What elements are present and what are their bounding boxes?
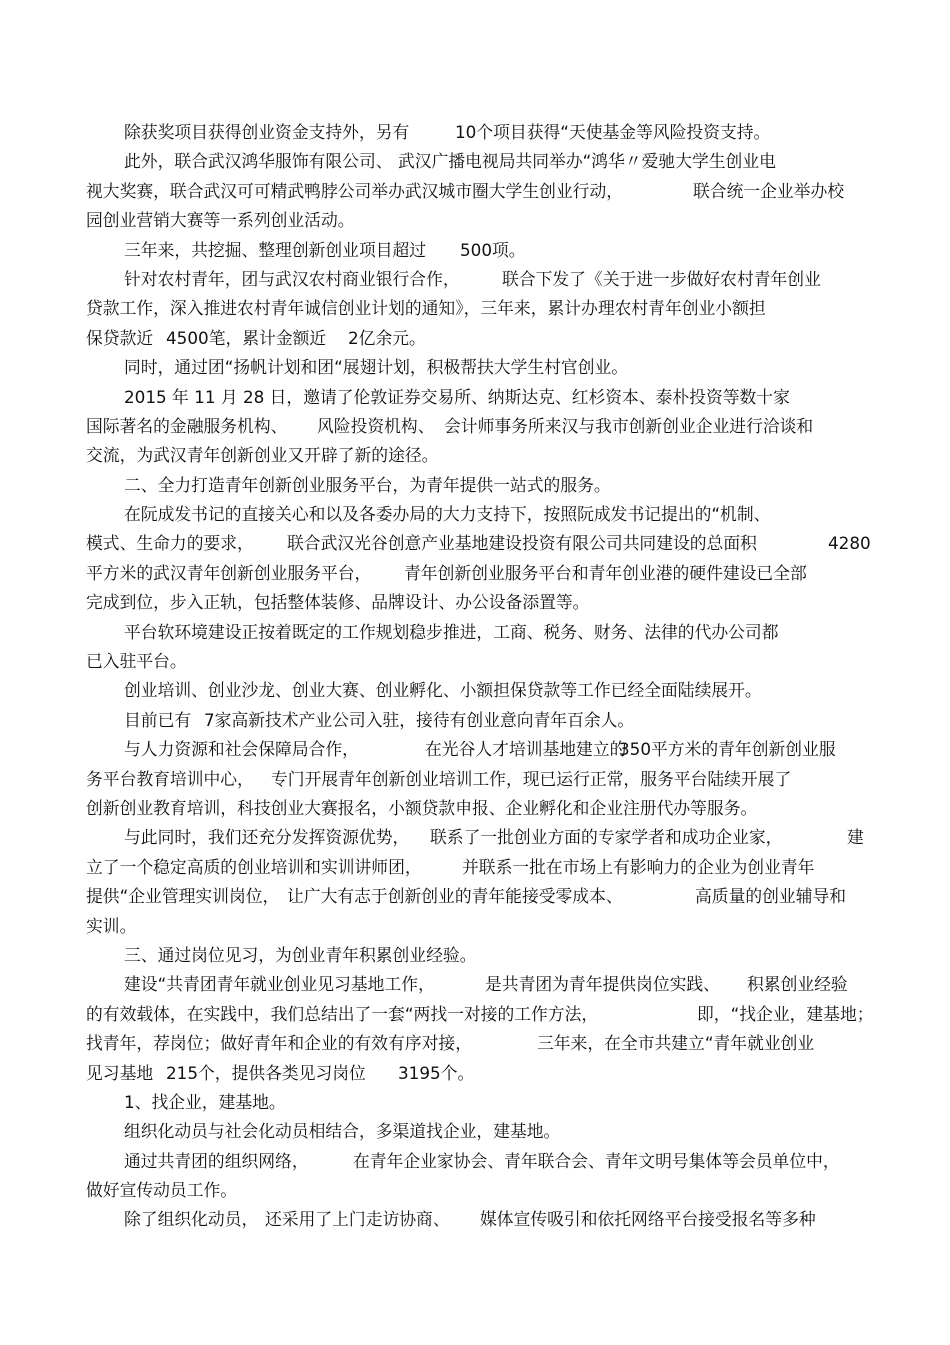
text-line (0, 794, 950, 823)
text-segment: 与人力资源和社会保障局合作， (124, 739, 359, 760)
text-segment: 目前已有 (124, 709, 192, 730)
text-segment: 10个项目获得“天使基金等风险投资支持。 (455, 122, 771, 142)
text-segment: 务平台教育培训中心， (86, 768, 254, 789)
text-segment: 3195个。 (398, 1062, 475, 1083)
text-line (0, 823, 950, 852)
text-segment: 组织化动员与社会化动员相结合，多渠道找企业，建基地。 (124, 1121, 561, 1142)
text-line (0, 324, 950, 353)
text-segment: 除获奖项目获得创业资金支持外，另有 (124, 122, 410, 142)
text-segment: 三年来，在全市共建立“青年就业创业 (537, 1033, 815, 1054)
text-segment: 2015 年 11 月 28 日，邀请了伦敦证券交易所、纳斯达克、红杉资本、泰朴投资等数十家 (124, 386, 790, 407)
text-segment: 500项。 (460, 239, 526, 260)
text-line (0, 500, 950, 529)
text-line (0, 1176, 950, 1205)
text-line (0, 735, 950, 764)
text-segment: 风险投资机构、 (317, 415, 435, 436)
text-line (0, 236, 950, 265)
text-segment: 高质量的创业辅导和 (695, 886, 847, 907)
text-segment: 视大奖赛，联合武汉可可精武鸭脖公司举办武汉城市圈大学生创业行动， (86, 180, 624, 201)
text-line (0, 177, 950, 206)
text-line (0, 853, 950, 882)
text-segment: 7家高新技术产业公司入驻，接待有创业意向青年百余人。 (204, 709, 635, 730)
text-line (0, 706, 950, 735)
text-line (0, 882, 950, 911)
text-line (0, 1088, 950, 1117)
text-line (0, 1000, 950, 1029)
text-segment: 通过共青团的组织网络， (124, 1150, 309, 1171)
text-segment: 已入驻平台。 (86, 651, 187, 672)
text-segment: 的有效载体，在实践中，我们总结出了一套“两找一对接的工作方法， (86, 1003, 599, 1024)
text-segment: 此外，联合武汉鸿华服饰有限公司、 (124, 151, 393, 172)
text-segment: 积累创业经验 (747, 974, 848, 995)
text-segment: 联合统一企业举办校 (693, 180, 845, 201)
text-segment: 二、全力打造青年创新创业服务平台，为青年提供一站式的服务。 (124, 474, 611, 495)
text-segment: 保贷款近 (86, 327, 154, 348)
text-segment: 平台软环境建设正按着既定的工作规划稳步推进，工商、税务、财务、法律的代办公司都 (124, 621, 779, 642)
text-line (0, 265, 950, 294)
text-segment: 实训。 (86, 915, 137, 936)
text-segment: 完成到位，步入正轨，包括整体装修、品牌设计、办公设备添置等。 (86, 592, 590, 613)
text-segment: 在青年企业家协会、青年联合会、青年文明号集体等会员单位中， (353, 1150, 840, 1171)
text-segment: 青年创新创业服务平台和青年创业港的硬件建设已全部 (404, 562, 807, 583)
text-segment: 见习基地 (86, 1062, 154, 1083)
text-line (0, 1059, 950, 1088)
text-line (0, 294, 950, 323)
text-line (0, 618, 950, 647)
text-segment: 4280 (828, 533, 871, 554)
text-line (0, 588, 950, 617)
text-segment: 在光谷人才培训基地建立的 (425, 739, 627, 760)
text-segment: 园创业营销大赛等一系列创业活动。 (86, 210, 355, 231)
text-segment: 交流，为武汉青年创新创业又开辟了新的途径。 (86, 445, 439, 466)
text-line (0, 941, 950, 970)
text-segment: 与此同时，我们还充分发挥资源优势， (124, 827, 410, 848)
text-segment: 联系了一批创业方面的专家学者和成功企业家， (430, 827, 783, 848)
text-segment: 提供“企业管理实训岗位， (86, 886, 280, 907)
text-segment: 媒体宣传吸引和依托网络平台接受报名等多种 (480, 1209, 816, 1230)
text-segment: 让广大有志于创新创业的青年能接受零成本、 (287, 886, 623, 907)
text-segment: 创新创业教育培训，科技创业大赛报名，小额贷款申报、企业孵化和企业注册代办等服务。 (86, 797, 758, 818)
text-line (0, 647, 950, 676)
text-segment: 平方米的武汉青年创新创业服务平台， (86, 562, 372, 583)
text-segment: 做好宣传动员工作。 (86, 1180, 238, 1201)
text-segment: 模式、生命力的要求， (86, 533, 254, 554)
text-segment: 武汉广播电视局共同举办“鸿华〃爱驰大学生创业电 (398, 151, 776, 172)
text-segment: 找青年，荐岗位；做好青年和企业的有效有序对接， (86, 1033, 472, 1054)
text-segment: 会计师事务所来汉与我市创新创业企业进行洽谈和 (444, 415, 814, 436)
text-segment: 针对农村青年，团与武汉农村商业银行合作， (124, 268, 460, 289)
text-segment: 创业培训、创业沙龙、创业大赛、创业孵化、小额担保贷款等工作已经全面陆续展开。 (124, 680, 762, 701)
text-line (0, 206, 950, 235)
text-segment: 同时，通过团“扬帆计划和团“展翅计划，积极帮扶大学生村官创业。 (124, 357, 629, 378)
text-line (0, 529, 950, 558)
text-segment: 贷款工作，深入推进农村青年诚信创业计划的通知》，三年来，累计办理农村青年创业小额担 (86, 298, 766, 319)
text-line (0, 471, 950, 500)
text-line (0, 970, 950, 999)
text-line (0, 559, 950, 588)
text-segment: 1、找企业，建基地。 (124, 1091, 286, 1112)
text-line (0, 441, 950, 470)
text-segment: 是共青团为青年提供岗位实践、 (485, 974, 720, 995)
text-segment: 建 (847, 827, 864, 848)
text-line (0, 765, 950, 794)
text-segment: 立了一个稳定高质的创业培训和实训讲师团， (86, 856, 422, 877)
text-line (0, 147, 950, 176)
text-line (0, 912, 950, 941)
text-segment: 国际著名的金融服务机构、 (86, 415, 288, 436)
text-segment: 2亿余元。 (348, 327, 426, 348)
text-line (0, 383, 950, 412)
text-segment: 联合武汉光谷创意产业基地建设投资有限公司共同建设的总面积 (287, 533, 757, 554)
text-segment: 联合下发了《关于进一步做好农村青年创业 (502, 268, 821, 289)
text-segment: 350平方米的青年创新创业服 (619, 739, 836, 760)
text-segment: 即，“找企业，建基地； (697, 1003, 874, 1024)
text-segment: 4500笔，累计金额近 (166, 327, 327, 348)
text-line (0, 1147, 950, 1176)
text-segment: 三、通过岗位见习，为创业青年积累创业经验。 (124, 944, 477, 965)
text-line (0, 412, 950, 441)
text-line (0, 676, 950, 705)
text-segment: 在阮成发书记的直接关心和以及各委办局的大力支持下，按照阮成发书记提出的“机制、 (124, 504, 771, 525)
text-line (0, 118, 950, 147)
text-segment: 专门开展青年创新创业培训工作，现已运行正常，服务平台陆续开展了 (271, 768, 792, 789)
text-segment: 除了组织化动员， (124, 1209, 259, 1230)
text-line (0, 1205, 950, 1234)
text-segment: 并联系一批在市场上有影响力的企业为创业青年 (462, 856, 815, 877)
text-segment: 建设“共青团青年就业创业见习基地工作， (124, 974, 435, 995)
text-line (0, 1117, 950, 1146)
text-segment: 三年来，共挖掘、整理创新创业项目超过 (124, 239, 427, 260)
text-line (0, 353, 950, 382)
text-line (0, 1029, 950, 1058)
text-segment: 215个，提供各类见习岗位 (166, 1062, 366, 1083)
text-segment: 还采用了上门走访协商、 (265, 1209, 450, 1230)
document-body (0, 118, 950, 1235)
